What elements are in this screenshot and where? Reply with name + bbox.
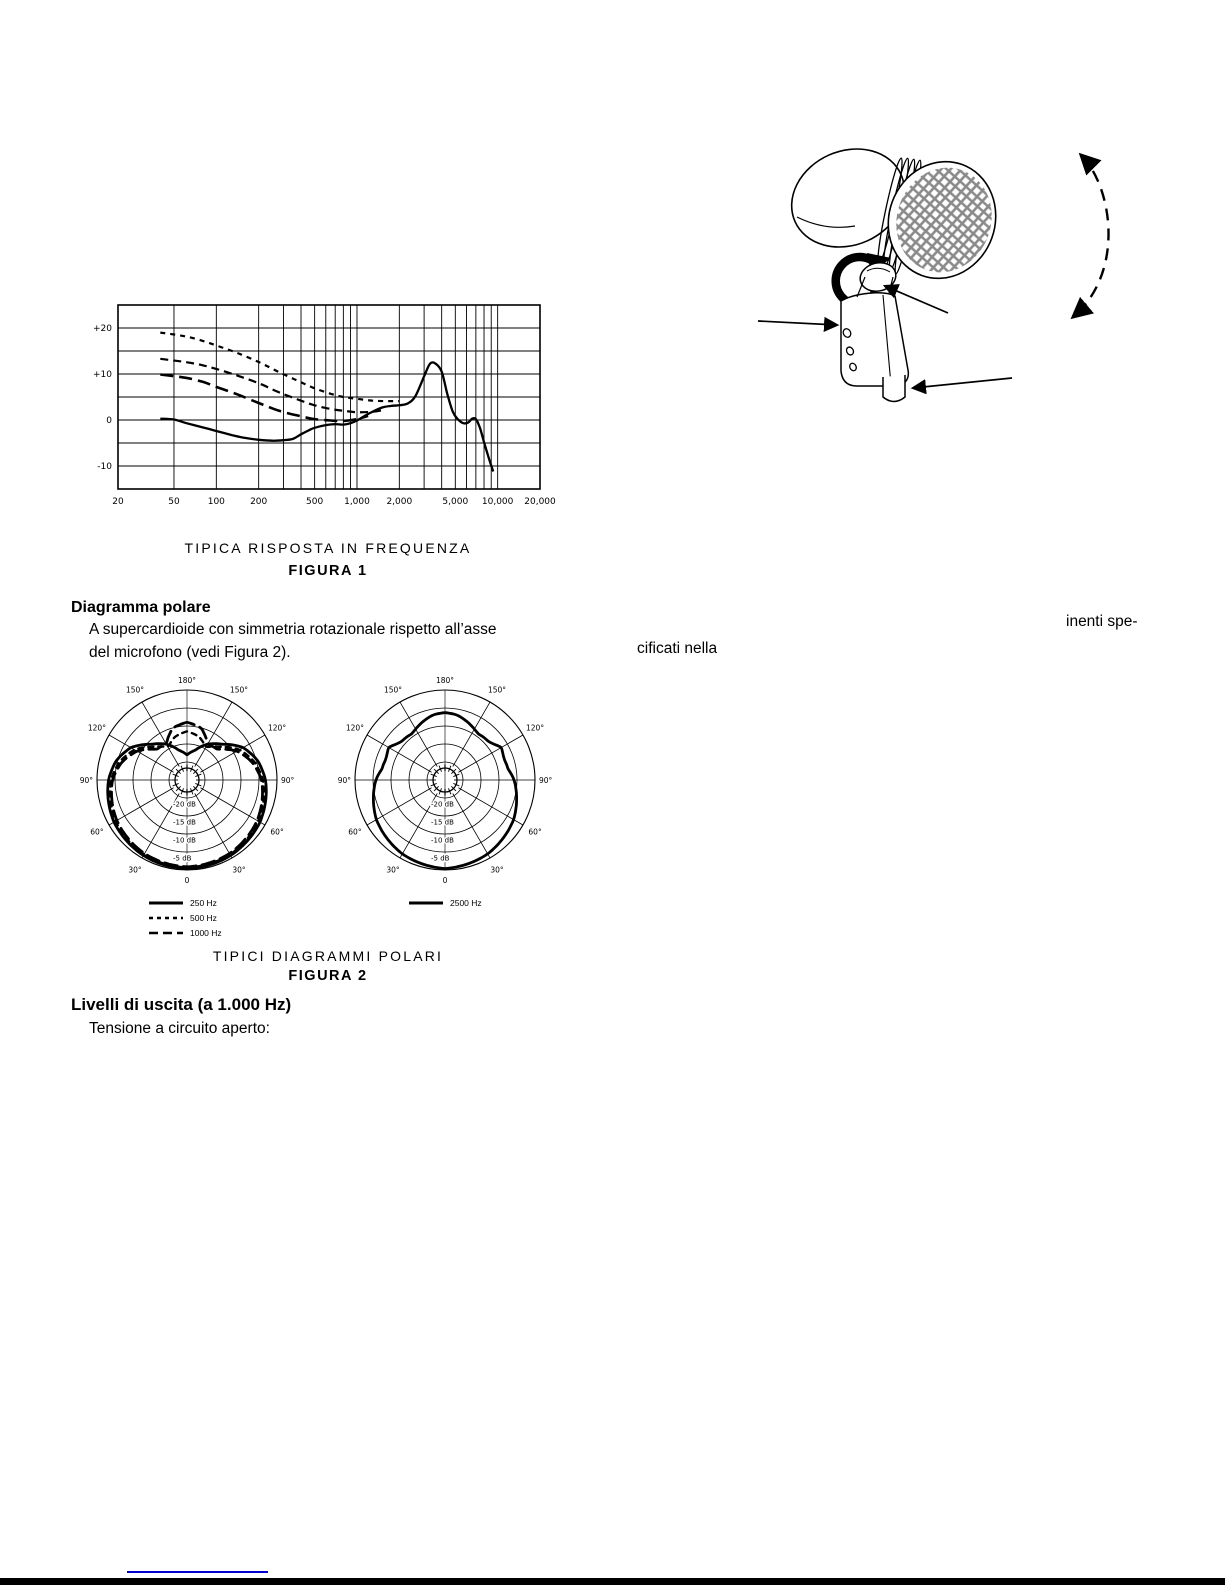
footer-bar (0, 1578, 1225, 1585)
y-axis-tick-label: +10 (93, 370, 112, 380)
polar-angle-label: 150° (125, 685, 145, 695)
polar-angle-label: 0 (442, 876, 448, 885)
polar-angle-label: 120° (87, 723, 106, 733)
microphone-illustration (745, 125, 1155, 425)
legend-label: 500 Hz (190, 913, 217, 923)
polar-angle-label: 120° (345, 723, 364, 733)
x-axis-tick-label: 500 (306, 497, 324, 507)
text-fragment-right-column: inenti spe- (1066, 613, 1138, 630)
legend-label: 250 Hz (190, 898, 217, 908)
figure1-caption: TIPICA RISPOSTA IN FREQUENZA (184, 540, 472, 556)
polar-angle-label: 120° (268, 723, 287, 733)
polar-angle-label: 60° (90, 827, 104, 837)
x-axis-tick-label: 1,000 (344, 497, 370, 507)
frequency-response-chart (80, 293, 585, 515)
response-curve-on-axis-response (160, 362, 493, 471)
legend-item (148, 913, 222, 923)
polar-body-line1: A supercardioide con simmetria rotazionale rispetto all’asse (89, 621, 497, 638)
polar-legend-high-frequencies (408, 898, 482, 908)
polar-ring-label: -10 dB (431, 836, 454, 845)
polar-angle-label: 60° (528, 827, 542, 837)
response-curve-proximity-effect-far (160, 375, 368, 422)
mic-swivel-mount (841, 277, 908, 386)
legend-swatch-solid (148, 899, 184, 907)
polar-angle-label: 90° (281, 776, 295, 785)
polar-angle-label: 90° (79, 776, 93, 785)
polar-angle-label: 180° (177, 676, 197, 685)
polar-angle-label: 30° (232, 865, 246, 875)
mic-stand-adapter (883, 375, 905, 402)
stand-adapter-pointer-arrow (913, 378, 1012, 388)
legend-item (148, 898, 222, 908)
legend-swatch-dash-short (148, 914, 184, 922)
x-axis-tick-label: 100 (207, 497, 225, 507)
polar-angle-label: 180° (435, 676, 455, 685)
legend-swatch-solid (408, 899, 444, 907)
response-curve-proximity-effect-mid (160, 359, 385, 412)
tilt-range-arrow-icon (1073, 155, 1109, 317)
polar-angle-label: 30° (128, 865, 142, 875)
figure2-caption: TIPICI DIAGRAMMI POLARI (212, 948, 444, 964)
polar-legend-low-frequencies (148, 898, 222, 938)
polar-body-line2: del microfono (vedi Figura 2). (89, 644, 291, 661)
polar-ring-label: -15 dB (173, 818, 196, 827)
polar-angle-label: 60° (270, 827, 284, 837)
polar-angle-label: 60° (348, 827, 362, 837)
polar-angle-label: 120° (526, 723, 545, 733)
polar-angle-label: 150° (487, 685, 507, 695)
polar-ring-label: -20 dB (173, 800, 196, 809)
legend-label: 1000 Hz (190, 928, 222, 938)
mount-pointer-arrow (758, 321, 837, 325)
x-axis-tick-label: 20,000 (524, 497, 556, 507)
polar-ring-label: -15 dB (431, 818, 454, 827)
polar-ring-label: -5 dB (431, 854, 450, 863)
polar-angle-label: 150° (229, 685, 249, 695)
output-body-text: Tensione a circuito aperto: (89, 1020, 270, 1037)
section-heading-output-levels: Livelli di uscita (a 1.000 Hz) (71, 995, 292, 1014)
x-axis-tick-label: 10,000 (481, 497, 514, 507)
polar-ring-label: -20 dB (431, 800, 454, 809)
x-axis-tick-label: 200 (250, 497, 268, 507)
legend-swatch-dash-long (148, 929, 184, 937)
polar-angle-label: 30° (490, 865, 504, 875)
polar-angle-label: 90° (337, 776, 351, 785)
y-axis-tick-label: 0 (106, 416, 112, 426)
polar-diagram-high-frequencies (333, 653, 563, 895)
footer-link-underline[interactable] (127, 1571, 268, 1573)
polar-ring-label: -5 dB (173, 854, 192, 863)
y-axis-tick-label: +20 (93, 324, 112, 334)
polar-angle-label: 90° (539, 776, 553, 785)
legend-label: 2500 Hz (450, 898, 482, 908)
polar-angle-label: 30° (386, 865, 400, 875)
text-fragment-left-column: cificati nella (637, 640, 718, 657)
legend-item (148, 928, 222, 938)
polar-ring-label: -10 dB (173, 836, 196, 845)
y-axis-tick-label: -10 (97, 462, 112, 472)
legend-item (408, 898, 482, 908)
section-heading-polar: Diagramma polare (71, 599, 211, 616)
x-axis-tick-label: 5,000 (442, 497, 469, 507)
figure2-label: FIGURA 2 (288, 968, 368, 984)
polar-angle-label: 150° (383, 685, 403, 695)
x-axis-tick-label: 50 (168, 497, 180, 507)
x-axis-tick-label: 20 (112, 497, 124, 507)
figure1-label: FIGURA 1 (288, 563, 368, 579)
polar-diagram-low-frequencies (75, 653, 305, 895)
polar-angle-label: 0 (184, 876, 190, 885)
x-axis-tick-label: 2,000 (386, 497, 413, 507)
response-curve-proximity-effect-near (160, 333, 399, 402)
